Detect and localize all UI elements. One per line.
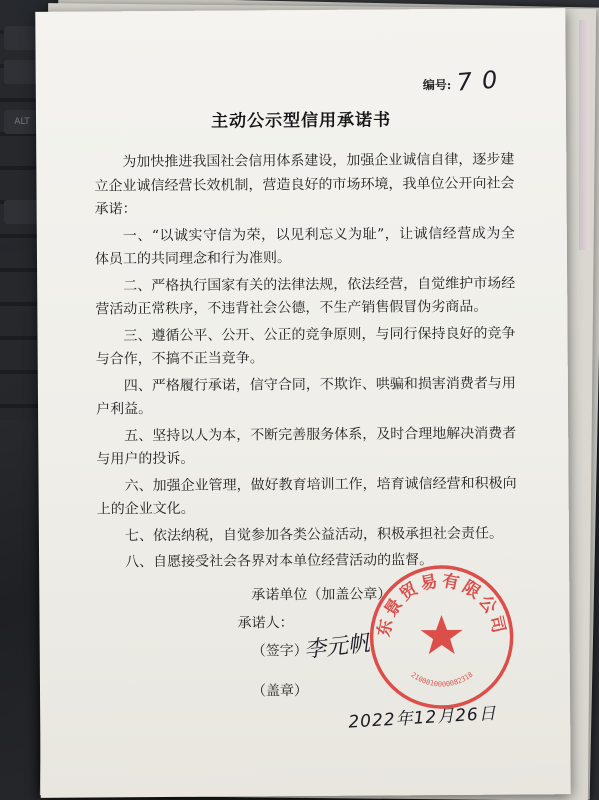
commitment-item-2: 二、严格执行国家有关的法律法规，依法经营，自觉维护市场经营活动正常秩序，不违背社会公德，不生产销售假冒伪劣商品。: [95, 275, 516, 318]
handwritten-date: 2022年12月26日: [347, 703, 498, 733]
keyboard-key: [4, 200, 40, 224]
sign-label: （签字）: [251, 642, 308, 660]
commitment-item-3: 三、遵循公平、公开、公正的竞争原则，与同行保持良好的竞争与合作，不搞不正当竞争。: [95, 325, 516, 368]
commitment-item-5: 五、坚持以人为本，不断完善服务体系，及时合理地解决消费者与用户的投诉。: [96, 425, 517, 468]
document-title: 主动公示型信用承诺书: [210, 110, 392, 132]
keyboard-key: [4, 60, 40, 84]
document-body: [94, 149, 517, 578]
commitment-item-6: 六、加强企业管理，做好教育培训工作，培育诚信经营和积极向上的企业文化。: [96, 475, 517, 518]
stamp-label: （盖章）: [251, 682, 309, 700]
serial-number: [422, 64, 509, 97]
person-label: 承诺人：: [237, 615, 294, 632]
seal-company-name: 东景贸易有限公司: [374, 571, 510, 639]
commitment-item-4: 四、严格履行承诺，信守合同，不欺诈、哄骗和损害消费者与用户利益。: [95, 375, 516, 418]
company-seal-stamp: [361, 556, 522, 717]
paper-edge: [579, 20, 589, 250]
commitment-item-7: 七、依法纳税，自觉参加各类公益活动，积极承担社会责任。: [124, 525, 503, 544]
commitment-item-8: 八、自愿接受社会各界对本单位经营活动的监督。: [125, 552, 434, 571]
seal-number: 2100010000082318: [409, 670, 475, 689]
keyboard-key-alt: ALT: [4, 110, 40, 134]
serial-value: 70: [456, 64, 509, 97]
star-icon: [420, 615, 462, 654]
serial-label: 编号:: [422, 77, 452, 93]
unit-label: 承诺单位（加盖公章）: [251, 586, 392, 604]
commitment-item-1: 一、“以诚实守信为荣，以见利忘义为耻”，让诚信经营成为全体员工的共同理念和行为准则。: [94, 225, 515, 268]
commitment-letter: [35, 8, 570, 798]
intro-paragraph: 为加快推进我国社会信用体系建设，加强企业诚信自律，逐步建立企业诚信经营长效机制，营造良好的市场环境，我单位公开向社会承诺：: [94, 151, 515, 218]
handwritten-signature: 李元帆: [302, 631, 372, 664]
